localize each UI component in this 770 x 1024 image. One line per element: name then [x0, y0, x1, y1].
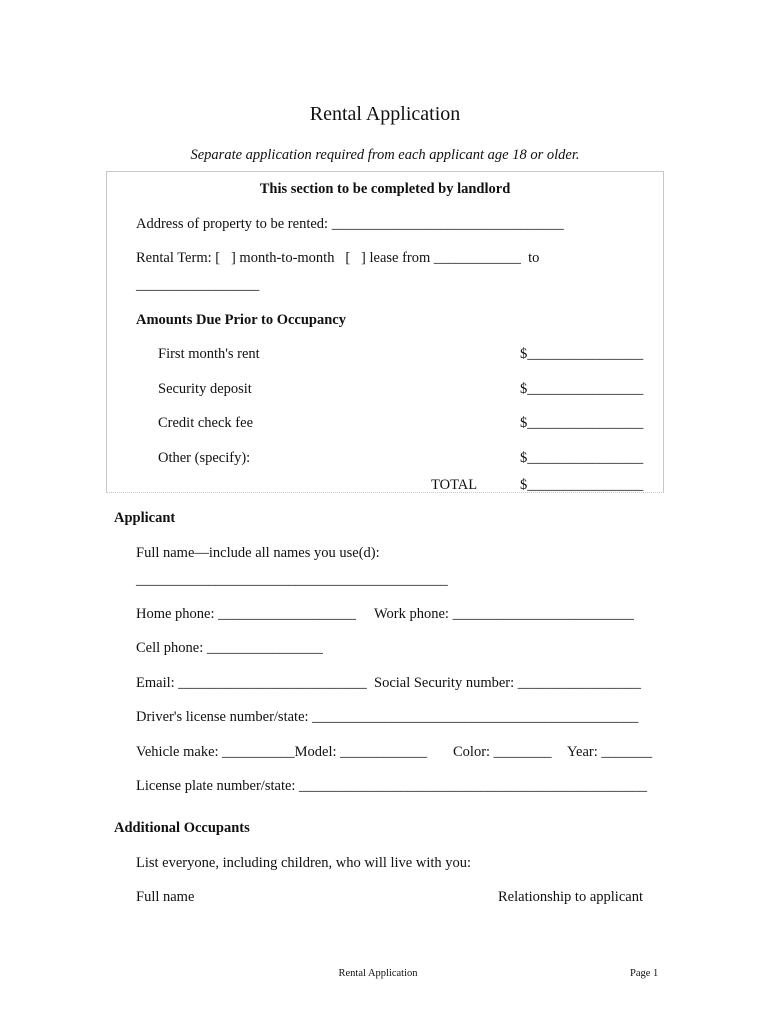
lease-end-date-field[interactable]: _________________ [136, 277, 260, 293]
credit-check-fee-field[interactable]: $________________ [520, 415, 644, 431]
first-month-rent-label: First month's rent [158, 346, 260, 362]
other-amount-field[interactable]: $________________ [520, 450, 644, 466]
first-month-rent-field[interactable]: $________________ [520, 346, 644, 362]
vehicle-color-field[interactable]: Color: ________ [453, 744, 552, 760]
amounts-due-heading: Amounts Due Prior to Occupancy [136, 312, 346, 328]
work-phone-field[interactable]: Work phone: _________________________ [374, 606, 634, 622]
page-subtitle: Separate application required from each applicant age 18 or older. [190, 147, 580, 163]
security-deposit-field[interactable]: $________________ [520, 381, 644, 397]
property-address-field[interactable]: Address of property to be rented: ________________________________ [136, 216, 564, 232]
relationship-column-header: Relationship to applicant [498, 889, 643, 905]
vehicle-make-model-field[interactable]: Vehicle make: __________Model: ____________ [136, 744, 428, 760]
home-phone-field[interactable]: Home phone: ___________________ [136, 606, 356, 622]
credit-check-fee-label: Credit check fee [158, 415, 254, 431]
total-label: TOTAL [431, 477, 478, 493]
drivers-license-field[interactable]: Driver's license number/state: _____________________________________________ [136, 709, 639, 725]
security-deposit-label: Security deposit [158, 381, 252, 397]
cell-phone-field[interactable]: Cell phone: ________________ [136, 640, 323, 656]
footer-document-name: Rental Application [338, 968, 418, 979]
rental-term-field[interactable]: Rental Term: [ ] month-to-month [ ] lease from ____________ to [136, 250, 540, 266]
other-amount-label: Other (specify): [158, 450, 251, 466]
page-title: Rental Application [309, 103, 461, 125]
applicant-heading: Applicant [114, 510, 176, 526]
license-plate-field[interactable]: License plate number/state: ________________________________________________ [136, 778, 648, 794]
full-name-field[interactable]: ___________________________________________ [136, 572, 448, 588]
full-name-column-header: Full name [136, 889, 195, 905]
email-field[interactable]: Email: __________________________ [136, 675, 367, 691]
landlord-section-heading: This section to be completed by landlord [259, 181, 511, 197]
additional-occupants-heading: Additional Occupants [114, 820, 250, 836]
full-name-label: Full name—include all names you use(d): [136, 545, 380, 561]
ssn-field[interactable]: Social Security number: _________________ [374, 675, 642, 691]
vehicle-year-field[interactable]: Year: _______ [567, 744, 653, 760]
footer-page-number: Page 1 [630, 968, 659, 979]
occupants-list-label: List everyone, including children, who will live with you: [136, 855, 472, 871]
total-field[interactable]: $________________ [520, 477, 644, 493]
